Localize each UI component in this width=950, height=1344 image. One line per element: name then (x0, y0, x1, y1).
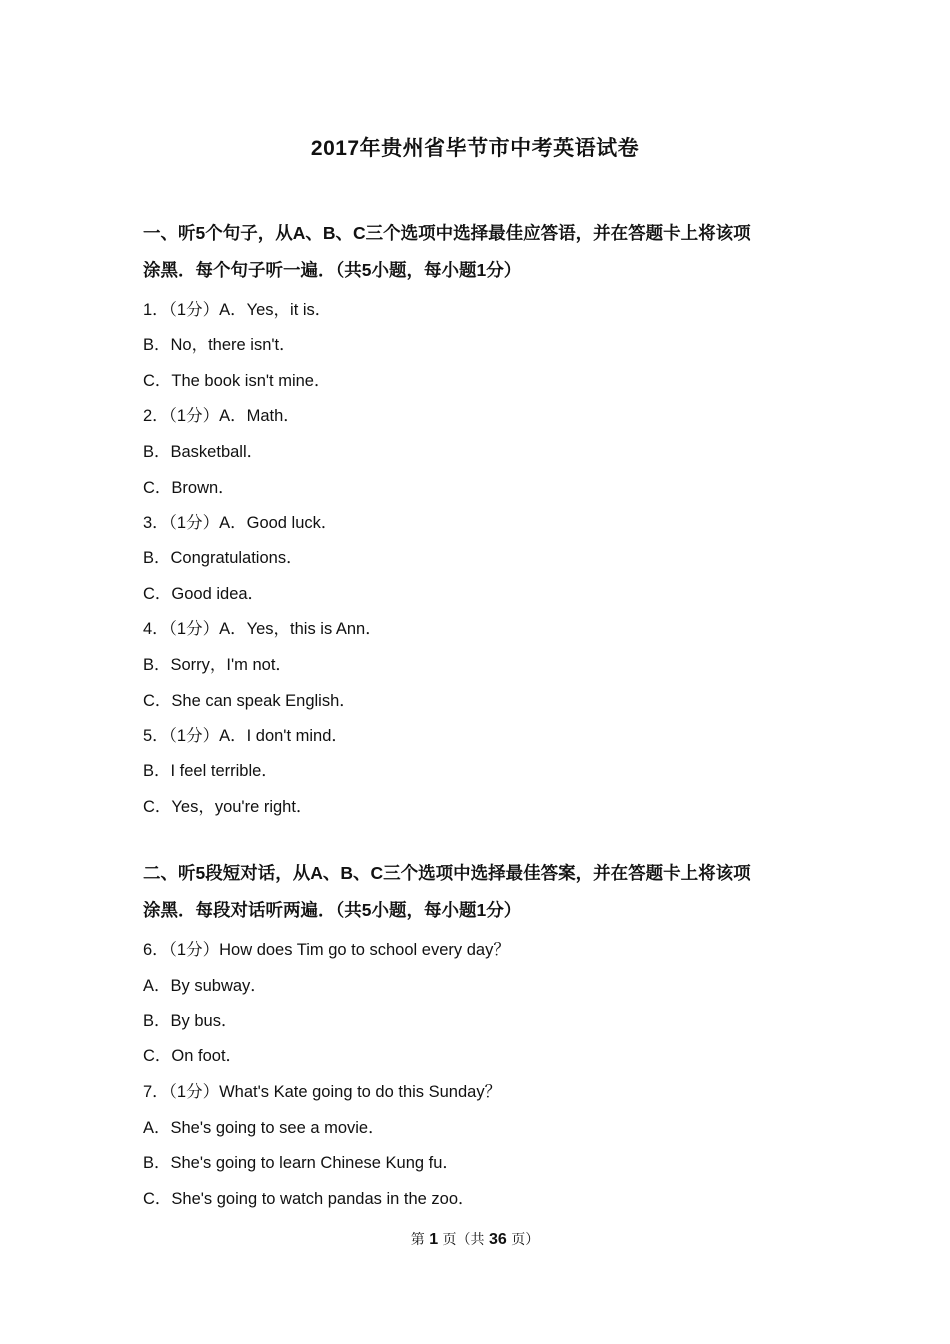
question-1: 1．（1分）A．Yes，it is． (143, 301, 332, 319)
option-line: B．Basketball． (143, 443, 264, 461)
option-line: C．She's going to watch pandas in the zoo． (143, 1190, 475, 1208)
option-line: A．By subway． (143, 977, 267, 995)
option-line: C．She can speak English． (143, 692, 356, 710)
option-line: C．On foot． (143, 1047, 243, 1065)
option-line: C．Good idea． (143, 585, 265, 603)
option-line: B．Sorry，I'm not． (143, 656, 292, 674)
option-line: C．The book isn't mine． (143, 372, 331, 390)
footer-middle: 页（共 (442, 1232, 485, 1248)
question-4: 4．（1分）A．Yes，this is Ann． (143, 620, 382, 638)
option-line: B．I feel terrible． (143, 762, 278, 780)
footer-suffix: 页） (511, 1232, 540, 1248)
option-line: C．Yes，you're right． (143, 798, 313, 816)
option-line: B．She's going to learn Chinese Kung fu． (143, 1154, 459, 1172)
question-3: 3．（1分）A．Good luck． (143, 514, 338, 532)
section-2-heading-line-2: 涂黑．每段对话听两遍．（共5小题，每小题1分） (143, 900, 522, 920)
option-line: B．No，there isn't． (143, 336, 296, 354)
question-6: 6．（1分）How does Tim go to school every day？ (143, 941, 510, 959)
option-line: C．Brown． (143, 479, 235, 497)
section-2-heading (143, 855, 823, 929)
option-line: A．She's going to see a movie． (143, 1119, 385, 1137)
section-1-heading-line-2: 涂黑．每个句子听一遍．（共5小题，每小题1分） (143, 260, 522, 280)
page-footer (0, 1229, 950, 1249)
section-1-heading-line-1: 一、听5个句子，从A、B、C三个选项中选择最佳应答语，并在答题卡上将该项 (143, 223, 751, 243)
question-7: 7．（1分）What's Kate going to do this Sunday？ (143, 1083, 502, 1101)
question-5: 5．（1分）A．I don't mind． (143, 727, 348, 745)
page-title: 2017年贵州省毕节市中考英语试卷 (310, 137, 640, 160)
section-1-heading (143, 215, 823, 289)
footer-total-pages: 36 (489, 1231, 507, 1248)
section-2-heading-line-1: 二、听5段短对话，从A、B、C三个选项中选择最佳答案，并在答题卡上将该项 (143, 863, 751, 883)
option-line: B．By bus． (143, 1012, 238, 1030)
footer-prefix: 第 (410, 1232, 425, 1248)
question-2: 2．（1分）A．Math． (143, 407, 300, 425)
footer-page-number: 1 (429, 1231, 439, 1248)
option-line: B．Congratulations． (143, 549, 303, 567)
